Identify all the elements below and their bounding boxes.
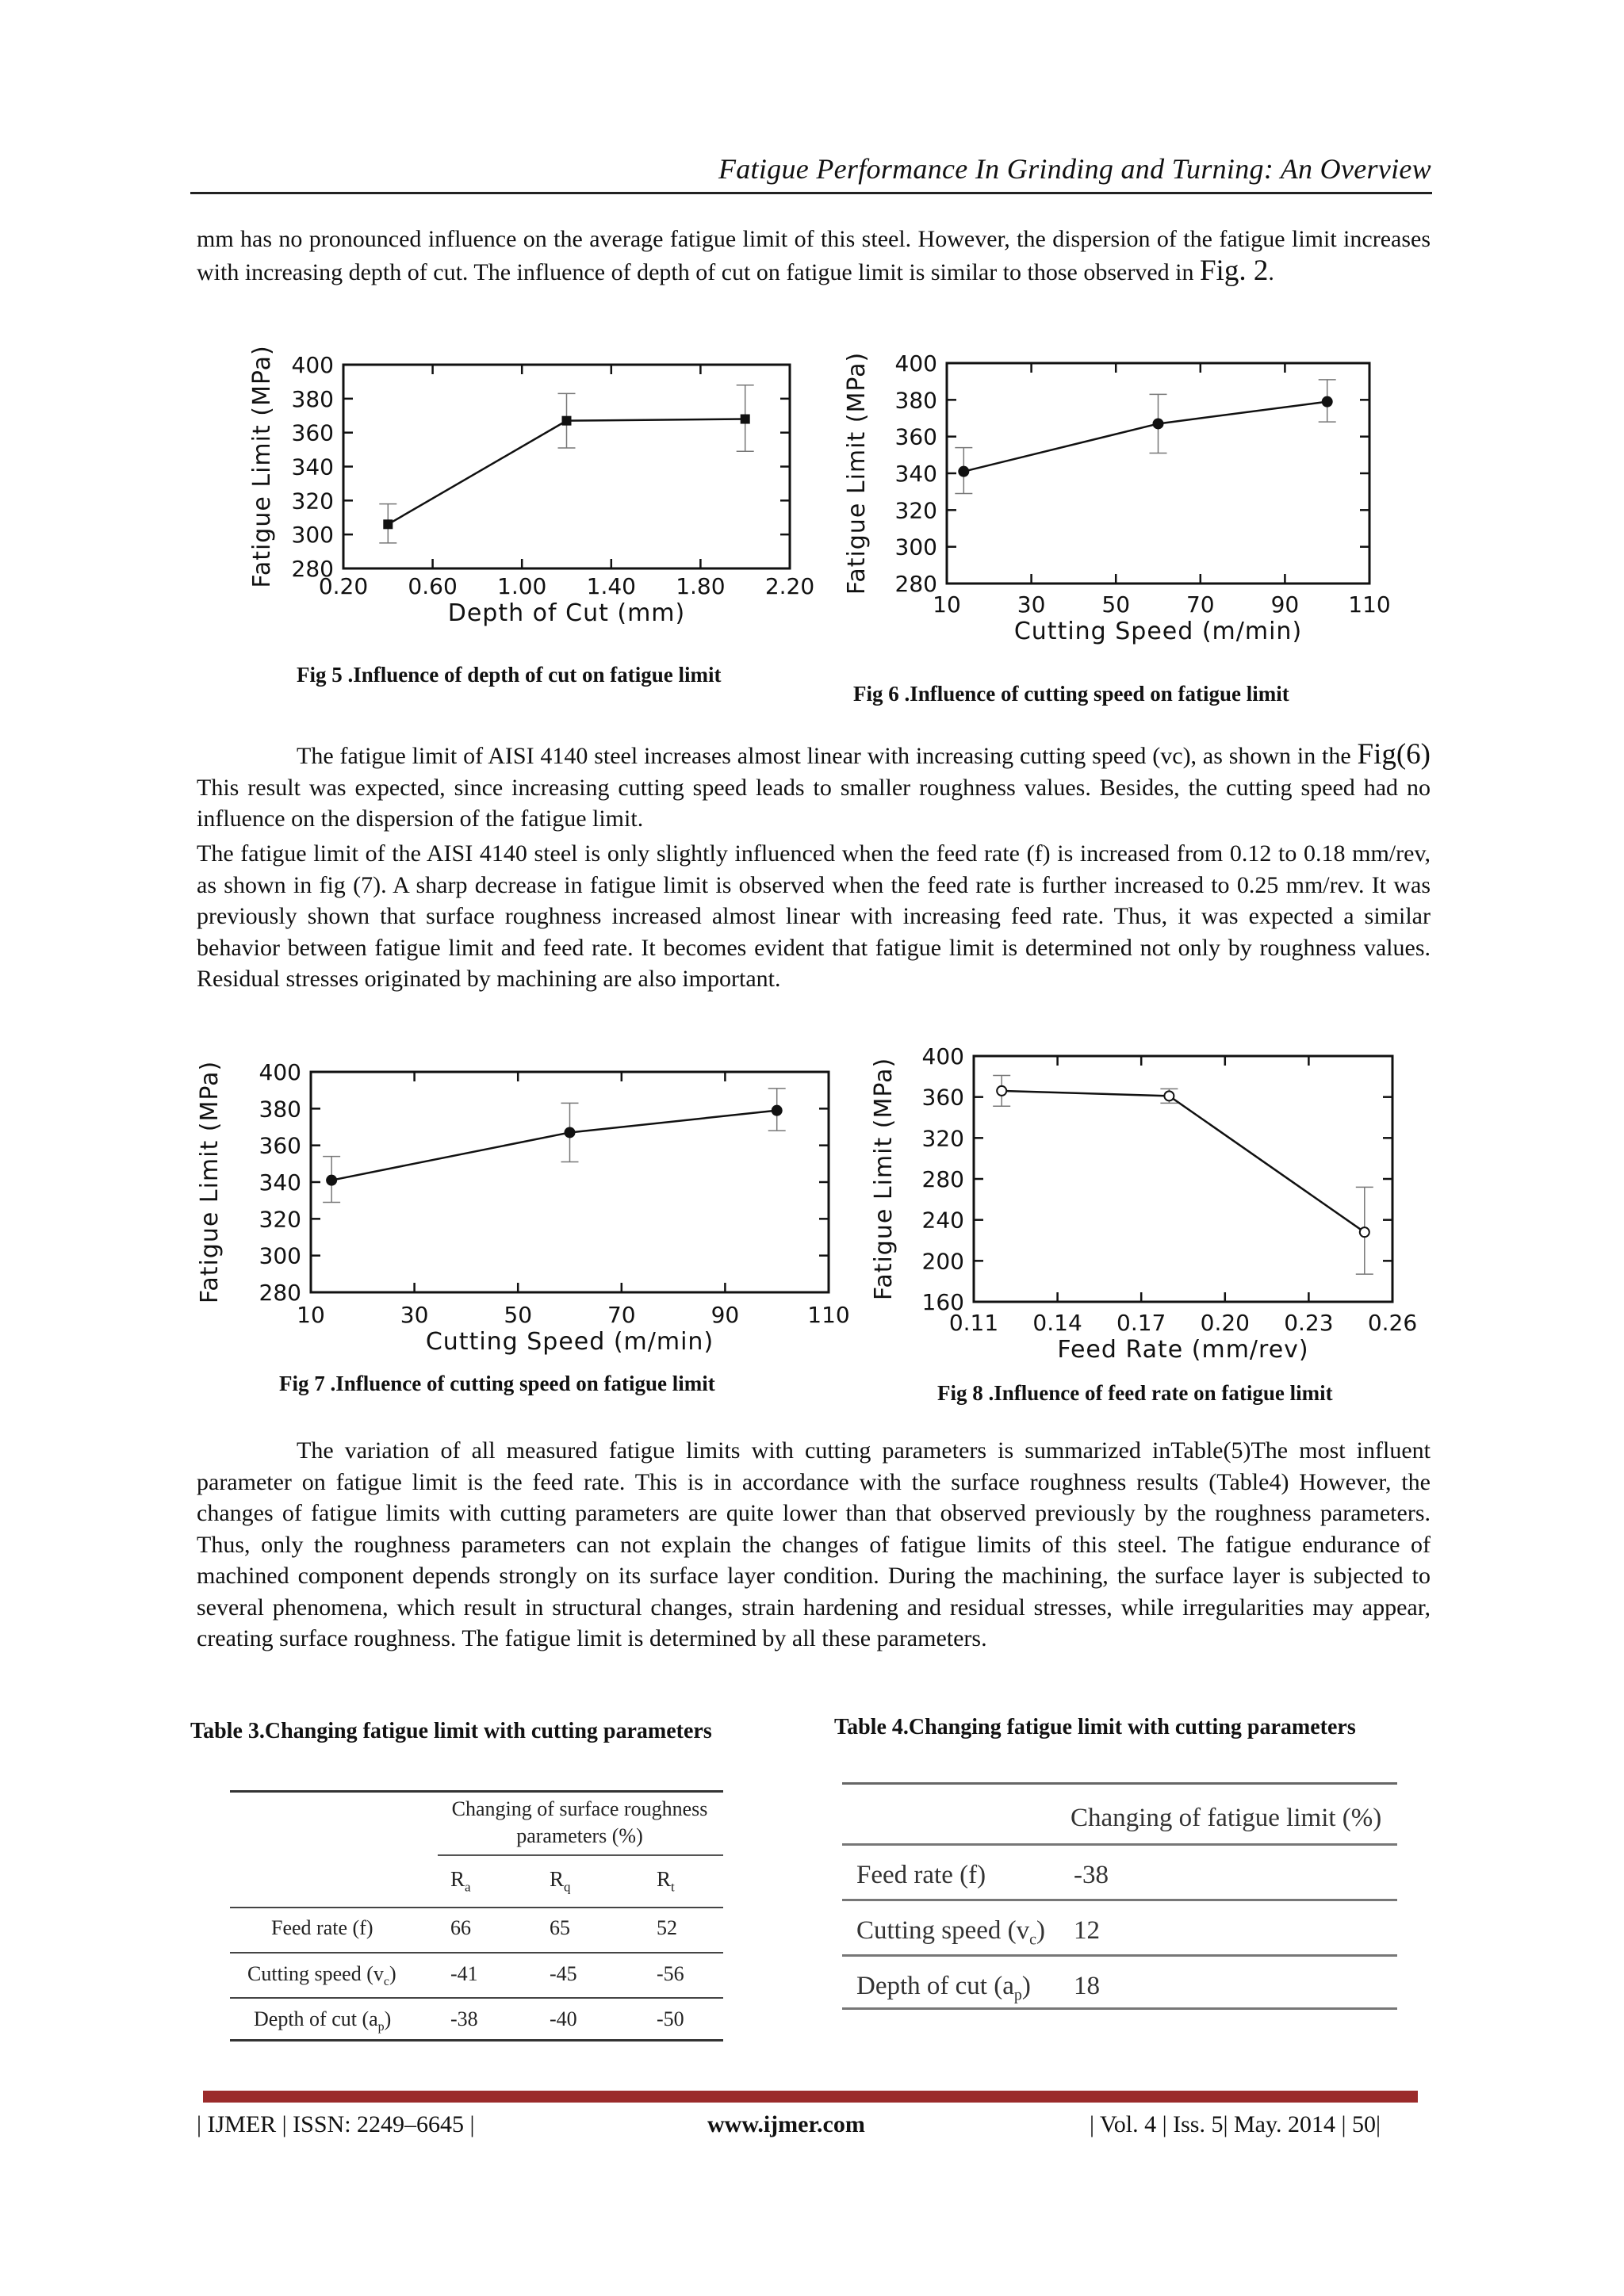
x-tick-label: 30	[1017, 591, 1046, 618]
table3-row-label: Feed rate (f)	[271, 1916, 373, 1939]
x-tick-label: 90	[710, 1302, 740, 1328]
table3-row-rule	[230, 1997, 723, 1999]
x-tick-label: 0.26	[1367, 1310, 1418, 1336]
y-tick-label: 200	[921, 1248, 964, 1275]
table4-cell: 12	[1074, 1916, 1100, 1945]
series-line	[963, 402, 1327, 472]
data-point	[565, 1127, 576, 1138]
table3-group-rule	[438, 1854, 723, 1856]
y-axis-label: Fatigue Limit (MPa)	[843, 351, 871, 595]
table3-col-rt: $R_t$	[657, 1867, 675, 1895]
fig7-chart	[190, 1054, 856, 1364]
fig8-caption: Fig 8 .Influence of feed rate on fatigue limit	[937, 1381, 1333, 1405]
data-point	[562, 416, 572, 426]
table3-cell: -50	[657, 2007, 684, 2030]
x-tick-label: 110	[1348, 591, 1391, 618]
table4-cell: -38	[1074, 1861, 1109, 1889]
table3-cell: 52	[657, 1916, 677, 1939]
y-tick-label: 400	[921, 1043, 964, 1070]
y-tick-label: 300	[259, 1242, 301, 1269]
y-tick-label: 340	[894, 461, 937, 487]
y-tick-label: 380	[291, 385, 334, 412]
table3-top-rule	[230, 1790, 723, 1793]
x-tick-label: 70	[1185, 591, 1215, 618]
y-tick-label: 400	[291, 352, 334, 378]
table3-bottom-rule	[230, 2039, 723, 2042]
x-axis-label: Cutting Speed (m/min)	[1013, 618, 1303, 645]
table3	[230, 1788, 723, 2042]
x-tick-label: 0.20	[318, 573, 369, 599]
fig5-chart	[238, 345, 815, 668]
paragraph-1-end: .	[1268, 258, 1274, 285]
x-axis-label: Feed Rate (mm/rev)	[1057, 1336, 1309, 1364]
y-tick-label: 280	[921, 1166, 964, 1192]
y-tick-label: 280	[291, 556, 334, 582]
y-tick-label: 380	[894, 387, 937, 414]
y-tick-label: 380	[259, 1096, 301, 1123]
x-tick-label: 0.23	[1284, 1310, 1334, 1336]
table3-row-label: Cutting speed $(v_c)$	[247, 1962, 396, 1989]
fig7-caption: Fig 7 .Influence of cutting speed on fatigue limit	[279, 1372, 715, 1395]
x-tick-label: 90	[1270, 591, 1300, 618]
table3-group-header-line2: parameters (%)	[516, 1824, 643, 1847]
x-tick-label: 0.60	[408, 573, 458, 599]
y-tick-label: 400	[259, 1059, 301, 1085]
table4-row-label: Feed rate (f)	[856, 1861, 986, 1889]
table3-col-rq: $R_q$	[550, 1867, 571, 1895]
data-point	[1322, 396, 1333, 408]
table3-cell: -41	[450, 1962, 478, 1985]
x-tick-label: 10	[933, 591, 961, 618]
y-tick-label: 400	[894, 350, 937, 377]
data-point	[997, 1086, 1006, 1096]
table4-cell: 18	[1074, 1972, 1100, 2000]
table4-top-rule	[842, 1782, 1397, 1785]
x-tick-label: 0.17	[1116, 1310, 1166, 1336]
x-tick-label: 1.00	[497, 573, 547, 599]
y-tick-label: 360	[921, 1084, 964, 1111]
data-point	[1360, 1227, 1369, 1237]
table3-caption: Table 3.Changing fatigue limit with cutting parameters	[190, 1719, 712, 1743]
table4-row-label: Depth of cut $(a_p)$	[856, 1972, 1031, 2004]
table4-row-label: Cutting speed $(v_c)$	[856, 1916, 1046, 1949]
data-point	[741, 415, 750, 424]
y-tick-label: 360	[259, 1132, 301, 1159]
paragraph-4: The variation of all measured fatigue limits with cutting parameters is summarized inTable(5)The most influent parameter on fatigue limit is the feed rate. This is in accordance with the surface roughness results (Table4) However, the changes of fatigue limits with cutting parameters are quite lower than that observed previously by the roughness parameters. Thus, only the roughness parameters can not explain the changes of fatigue limits of this steel. The fatigue endurance of machined component depends strongly on its surface layer condition. During the machining, the surface layer is subjected to several phenomena, which result in structural changes, strain hardening and residual stresses, while irregularities may appear, creating surface roughness. The fatigue limit is determined by all these parameters.	[197, 1437, 1431, 1651]
y-tick-label: 240	[921, 1207, 964, 1234]
y-tick-label: 280	[894, 571, 937, 597]
y-tick-label: 320	[921, 1125, 964, 1152]
x-tick-label: 50	[1101, 591, 1131, 618]
x-tick-label: 0.11	[948, 1310, 999, 1336]
fig8-chart	[872, 1039, 1427, 1376]
series-line	[331, 1111, 777, 1181]
y-tick-label: 340	[291, 453, 334, 480]
fig6-caption: Fig 6 .Influence of cutting speed on fatigue limit	[853, 682, 1289, 706]
table3-cell: -45	[550, 1962, 577, 1985]
y-tick-label: 160	[921, 1289, 964, 1315]
table4-bottom-rule	[842, 2007, 1397, 2010]
x-axis-label: Cutting Speed (m/min)	[425, 1328, 714, 1356]
data-point	[383, 519, 393, 529]
table3-col-ra: $R_a$	[450, 1867, 471, 1895]
paragraph-1-text: mm has no pronounced influence on the average fatigue limit of this steel. However, the dispersion of the fatigue limit increases with increasing depth of cut. The influence of depth of cut on fatigue limit is similar to those observed in	[197, 226, 1431, 285]
series-line	[1002, 1091, 1365, 1232]
paragraph-2-text: The fatigue limit of AISI 4140 steel increases almost linear with increasing cutting speed (vc), as shown in the	[297, 743, 1358, 769]
x-tick-label: 110	[807, 1302, 850, 1328]
x-tick-label: 1.80	[676, 573, 726, 599]
table4-header: Changing of fatigue limit (%)	[1071, 1804, 1382, 1832]
paragraph-2	[197, 739, 1431, 835]
table4-header-rule	[842, 1843, 1397, 1846]
x-tick-label: 0.20	[1200, 1310, 1250, 1336]
fig6-reference: Fig(6)	[1357, 738, 1431, 771]
table4-caption: Table 4.Changing fatigue limit with cutting parameters	[834, 1715, 1356, 1739]
data-point	[326, 1175, 337, 1186]
table3-cell: -56	[657, 1962, 684, 1985]
header-rule	[190, 192, 1432, 194]
table4-row-rule	[842, 1954, 1397, 1957]
data-point	[772, 1105, 783, 1116]
y-tick-label: 320	[894, 497, 937, 524]
y-tick-label: 360	[894, 423, 937, 450]
x-tick-label: 0.14	[1032, 1310, 1082, 1336]
data-point	[1164, 1091, 1174, 1100]
table3-row-rule	[230, 1952, 723, 1954]
y-axis-label: Fatigue Limit (MPa)	[870, 1057, 898, 1301]
table3-group-header	[436, 1796, 723, 1850]
running-header: Fatigue Performance In Grinding and Turning: An Overview	[718, 153, 1431, 185]
y-tick-label: 360	[291, 419, 334, 446]
table3-cell: -38	[450, 2007, 478, 2030]
table4	[842, 1780, 1397, 2010]
table4-row-rule	[842, 1899, 1397, 1901]
table3-cell: 66	[450, 1916, 471, 1939]
paragraph-2-text-continued: This result was expected, since increasing cutting speed leads to smaller roughness values. Besides, the cutting speed had no influence on the dispersion of the fatigue limit.	[197, 774, 1431, 832]
y-tick-label: 280	[259, 1280, 301, 1306]
fig5-caption: Fig 5 .Influence of depth of cut on fatigue limit	[297, 663, 722, 687]
footer-journal: | IJMER | ISSN: 2249–6645 |	[197, 2111, 475, 2137]
x-tick-label: 50	[504, 1302, 533, 1328]
table3-row-label: Depth of cut $(a_p)$	[254, 2007, 392, 2034]
y-tick-label: 320	[259, 1206, 301, 1233]
y-tick-label: 300	[291, 522, 334, 549]
y-tick-label: 320	[291, 488, 334, 515]
x-tick-label: 70	[607, 1302, 636, 1328]
y-tick-label: 300	[894, 534, 937, 561]
paragraph-1	[197, 224, 1431, 288]
x-tick-label: 30	[400, 1302, 429, 1328]
table3-cell: -40	[550, 2007, 577, 2030]
y-tick-label: 340	[259, 1169, 301, 1196]
x-tick-label: 2.20	[764, 573, 815, 599]
table3-header-rule	[230, 1907, 723, 1908]
paragraph-3: The fatigue limit of the AISI 4140 steel is only slightly influenced when the feed rate (f) is increased from 0.12 to 0.18 mm/rev, as shown in fig (7). A sharp decrease in fatigue limit is observed when the feed rate is further increased to 0.25 mm/rev. It was previously shown that surface roughness increased almost linear with increasing feed rate. Thus, it was expected a similar behavior between fatigue limit and feed rate. It becomes evident that fatigue limit is determined not only by roughness values. Residual stresses originated by machining are also important.	[197, 840, 1431, 992]
y-axis-label: Fatigue Limit (MPa)	[248, 345, 276, 588]
x-axis-label: Depth of Cut (mm)	[447, 599, 686, 627]
y-axis-label: Fatigue Limit (MPa)	[196, 1060, 224, 1304]
fig2-reference: Fig. 2	[1199, 254, 1269, 287]
x-tick-label: 1.40	[586, 573, 636, 599]
x-tick-label: 10	[297, 1302, 325, 1328]
footer-issue-info: | Vol. 4 | Iss. 5| May. 2014 | 50|	[1090, 2111, 1381, 2137]
footer-website-link[interactable]: www.ijmer.com	[707, 2111, 865, 2137]
fig6-chart	[841, 349, 1396, 674]
table3-group-header-line1: Changing of surface roughness	[451, 1797, 708, 1820]
footer-bar	[203, 2091, 1418, 2103]
data-point	[958, 466, 969, 477]
data-point	[1153, 418, 1164, 429]
table3-cell: 65	[550, 1916, 570, 1939]
